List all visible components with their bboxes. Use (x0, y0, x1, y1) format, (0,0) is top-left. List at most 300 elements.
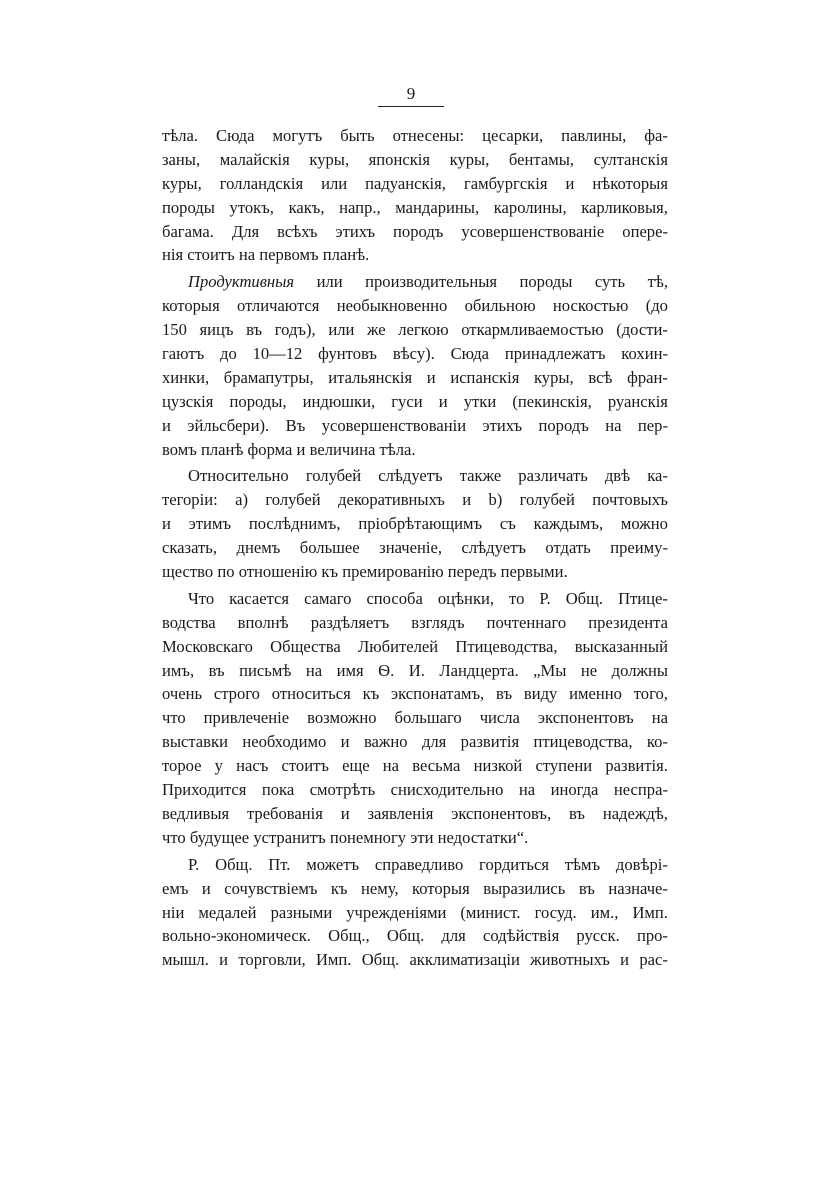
word: Что (188, 588, 215, 608)
word: назначе- (608, 878, 668, 898)
word: опере- (622, 221, 668, 241)
word: кохин- (621, 344, 668, 364)
word: не (580, 660, 598, 680)
word: привлеченіе (203, 708, 290, 728)
word: пока (261, 780, 295, 800)
word: стоитъ (281, 756, 329, 776)
word: передъ (447, 562, 497, 582)
text-line (162, 464, 668, 488)
word: павлины, (561, 126, 627, 145)
word: различать (518, 466, 588, 486)
text-line (162, 148, 668, 172)
word: голубей (305, 466, 362, 486)
word: куры, (533, 367, 574, 387)
text-line (162, 124, 668, 148)
word: и (162, 415, 171, 435)
word: багама. (162, 221, 214, 241)
word: мышл. (162, 950, 209, 970)
word: Относительно (188, 466, 289, 486)
word: къ (330, 878, 348, 898)
word: Общ. (215, 854, 253, 874)
text-line (162, 730, 668, 754)
word: тѣла. (379, 439, 416, 459)
text-line (162, 587, 668, 611)
word: относиться (271, 684, 351, 704)
text-line (162, 366, 668, 390)
word: развитія (460, 732, 520, 752)
paragraph (162, 270, 668, 461)
word: касается (229, 588, 290, 608)
text-line (162, 512, 668, 536)
word: Общ., (328, 926, 370, 946)
text-line (162, 754, 668, 778)
word: яицъ (199, 320, 234, 340)
word: у (214, 756, 223, 776)
word: Въ (285, 415, 306, 435)
word: отношенію (238, 562, 318, 582)
text-line (162, 706, 668, 730)
word: надеждѣ, (602, 803, 668, 823)
word: японскія (368, 149, 431, 169)
word: которыя (162, 296, 220, 316)
word: эти (410, 827, 434, 847)
word: сказать, (162, 538, 217, 558)
word: фран- (627, 367, 668, 387)
word: и (462, 490, 472, 510)
word: на (518, 780, 536, 800)
word: (минист. (460, 902, 521, 922)
word: экспонентовъ (537, 708, 634, 728)
word: Любителей (358, 636, 439, 656)
word: Московскаго (162, 636, 253, 656)
word: какъ, (288, 197, 325, 217)
word: въ (496, 684, 513, 704)
word: индюшки, (302, 391, 376, 411)
text-line (162, 536, 668, 560)
text-line (162, 438, 668, 462)
word: можетъ (306, 854, 360, 874)
word: Птице- (618, 588, 668, 608)
text-line (162, 172, 668, 196)
word: оцѣнки, (437, 588, 495, 608)
word: можно (620, 514, 668, 534)
word: на (382, 756, 400, 776)
text-line (162, 901, 668, 925)
text-line (162, 778, 668, 802)
word: годъ), (274, 320, 316, 340)
word: еще (342, 756, 370, 776)
word: президента (588, 612, 668, 632)
text-line (162, 659, 668, 683)
word: раздѣляетъ (310, 612, 390, 632)
word: что (162, 827, 186, 847)
word: породъ (393, 221, 444, 241)
word: (пекинскія, (512, 391, 592, 411)
word: карликовыя, (581, 197, 668, 217)
text-line (162, 294, 668, 318)
word: нія (162, 245, 184, 265)
word: заявленія (367, 803, 434, 823)
word: породы, (229, 391, 287, 411)
word: куры, (309, 149, 350, 169)
word: высказанный (574, 636, 668, 656)
word: или (321, 173, 348, 193)
word: требованія (246, 803, 323, 823)
word: значеніе, (379, 538, 443, 558)
word: заны, (162, 149, 201, 169)
word: для (421, 732, 447, 752)
word: про- (636, 926, 668, 946)
word: большее (299, 538, 360, 558)
word: съ (499, 514, 516, 534)
word: утки (463, 391, 497, 411)
word: Имп. (315, 950, 352, 970)
word: которыя (412, 878, 470, 898)
word: довѣрі- (615, 854, 668, 874)
word: вольно-экономическ. (162, 926, 311, 946)
word: именно (569, 684, 622, 704)
word: необыкновенно (336, 296, 448, 316)
page-number-rule (378, 106, 444, 107)
word: всѣхъ (277, 221, 318, 241)
word: вѣсу). (392, 344, 435, 364)
text-line (162, 877, 668, 901)
word: Р. (188, 854, 200, 874)
word: то (509, 588, 525, 608)
word: развитія. (605, 756, 668, 776)
word: Приходится (162, 780, 247, 800)
word: смотрѣть (309, 780, 376, 800)
word: гордиться (479, 854, 549, 874)
word: пріобрѣтающимъ (358, 514, 483, 534)
text-line (162, 220, 668, 244)
word: брамапутры, (223, 367, 314, 387)
word: выставки (162, 732, 228, 752)
word: также (459, 466, 502, 486)
word: отличаются (237, 296, 320, 316)
word: куры, (162, 173, 202, 193)
text-line (162, 802, 668, 826)
word: этихъ (335, 221, 376, 241)
word: виду (523, 684, 558, 704)
word: И. (408, 660, 425, 680)
text-line (162, 560, 668, 584)
paragraph (162, 853, 668, 972)
word: послѣднимъ, (248, 514, 341, 534)
word: тѣла. (162, 126, 199, 145)
word: письмѣ (239, 660, 292, 680)
word: „Мы (533, 660, 567, 680)
word: Общ. (386, 926, 425, 946)
word: голландскія (219, 173, 304, 193)
word: планѣ (200, 439, 244, 459)
word: будущее (189, 827, 250, 847)
word: низкой (473, 756, 523, 776)
word: величина (309, 439, 376, 459)
word: первомъ (259, 245, 319, 265)
word: сочувствіемъ (224, 878, 318, 898)
text-line (162, 488, 668, 512)
word: разными (270, 902, 333, 922)
word: нѣкоторыя (592, 173, 668, 193)
word: слѣдуетъ (461, 538, 526, 558)
text-line (162, 924, 668, 948)
word: въ (578, 878, 595, 898)
word: 150 (162, 320, 187, 340)
word: и (620, 950, 630, 970)
word: производительныя (365, 272, 497, 292)
word: очень (162, 684, 203, 704)
word: строго (213, 684, 260, 704)
text-line (162, 635, 668, 659)
word: на (605, 415, 622, 435)
word: или (316, 272, 343, 292)
word: и (296, 439, 306, 459)
word: цузскія (162, 391, 214, 411)
word: малайскія (219, 149, 290, 169)
word: и (162, 514, 171, 534)
word: (до (645, 296, 668, 316)
word: къ (362, 684, 380, 704)
word: на (238, 245, 256, 265)
word: снисходительно (390, 780, 504, 800)
word: суть (594, 272, 626, 292)
word: обильною (464, 296, 536, 316)
word: первыми. (500, 562, 568, 582)
word: ка- (647, 466, 668, 486)
word: имя (336, 660, 364, 680)
word: Ѳ. (378, 660, 395, 680)
word: птицеводства, (533, 732, 633, 752)
text-line (162, 243, 668, 267)
word: носкостью (552, 296, 629, 316)
word: Общ. (565, 588, 604, 608)
word: форма (247, 439, 293, 459)
word: и (201, 878, 211, 898)
word: планѣ. (322, 245, 370, 265)
word: тѣ, (647, 272, 668, 292)
word: голубей (265, 490, 321, 510)
text-body (162, 124, 668, 972)
word: Сюда (216, 126, 255, 145)
word: испанскія (450, 367, 520, 387)
word: отдать (545, 538, 591, 558)
word: породы (519, 272, 573, 292)
word: экспонатамъ, (391, 684, 485, 704)
word: ніи (162, 902, 185, 922)
word: Имп. (632, 902, 668, 922)
word: 10—12 (252, 344, 303, 364)
text-line (162, 611, 668, 635)
word: а) (235, 490, 248, 510)
word: откармливаемостью (461, 320, 604, 340)
page-number: 9 (406, 84, 416, 103)
word: самаго (304, 588, 352, 608)
text-line (162, 853, 668, 877)
word: мандарины, (395, 197, 480, 217)
word: того, (633, 684, 668, 704)
word: необходимо (242, 732, 327, 752)
word: иногда (550, 780, 599, 800)
word: Общ. (361, 950, 400, 970)
word: емъ (162, 878, 189, 898)
word: большаго (394, 708, 462, 728)
word: вполнѣ (237, 612, 289, 632)
word: или (328, 320, 355, 340)
word: принадлежатъ (504, 344, 606, 364)
word: тегоріи: (162, 490, 218, 510)
paragraph (162, 124, 668, 267)
word: бентамы, (508, 149, 575, 169)
word: Для (231, 221, 260, 241)
word: фа- (644, 126, 668, 145)
word: двѣ (604, 466, 631, 486)
word: усовершенствованіи (321, 415, 467, 435)
word: понемногу (329, 827, 407, 847)
word: ко- (646, 732, 668, 752)
word: справедливо (374, 854, 464, 874)
word: содѣйствія (482, 926, 560, 946)
word: каждымъ, (533, 514, 604, 534)
word: породъ (538, 415, 589, 435)
word: каролины, (493, 197, 567, 217)
word: голубей (519, 490, 575, 510)
word: напр., (339, 197, 381, 217)
word: пер- (637, 415, 668, 435)
word: водства (162, 612, 216, 632)
word: днемъ (236, 538, 281, 558)
word: породы (162, 197, 215, 217)
word: гамбургскія (463, 173, 548, 193)
word: (дости- (616, 320, 668, 340)
word: премированію (342, 562, 444, 582)
word: гуси (391, 391, 423, 411)
word: Ландцерта. (439, 660, 519, 680)
word: на (305, 660, 323, 680)
word: цесарки, (482, 126, 544, 145)
text-line (162, 948, 668, 972)
word: и (219, 950, 229, 970)
word: весьма (412, 756, 461, 776)
word: вомъ (162, 439, 197, 459)
word: способа (366, 588, 423, 608)
word: на (651, 708, 668, 728)
word: и (438, 391, 448, 411)
word: и (426, 367, 436, 387)
word: тѣмъ (564, 854, 601, 874)
word: медалей (198, 902, 257, 922)
paragraph (162, 587, 668, 850)
text-line (162, 826, 668, 850)
paragraph (162, 464, 668, 583)
word: куры, (449, 149, 490, 169)
word: этимъ (188, 514, 232, 534)
word: торое (162, 756, 202, 776)
word: рас- (639, 950, 668, 970)
word: султанскія (593, 149, 668, 169)
word: и (340, 732, 350, 752)
word: неспра- (613, 780, 668, 800)
word: гаютъ (162, 344, 205, 364)
word: почтовыхъ (592, 490, 668, 510)
word: госуд. (534, 902, 577, 922)
word: легкою (398, 320, 449, 340)
word: что (162, 708, 186, 728)
word: щество (162, 562, 214, 582)
word: отнесены: (392, 126, 465, 145)
word: эйльсбери). (187, 415, 270, 435)
word: должны (611, 660, 668, 680)
word: до (220, 344, 237, 364)
word: хинки, (162, 367, 210, 387)
word: усовершенствованіе (461, 221, 605, 241)
word: итальянскія (328, 367, 413, 387)
text-line (162, 414, 668, 438)
word: фунтовъ (318, 344, 378, 364)
word: Пт. (268, 854, 291, 874)
word: руанскія (607, 391, 668, 411)
word: недостатки“. (437, 827, 529, 847)
text-line (162, 342, 668, 366)
word: акклиматизаціи (409, 950, 520, 970)
word: этихъ (482, 415, 523, 435)
word: выразились (483, 878, 566, 898)
word: Р. (539, 588, 551, 608)
word: быть (340, 126, 375, 145)
word: падуанскія, (365, 173, 446, 193)
word: могутъ (272, 126, 323, 145)
word: всѣ (588, 367, 613, 387)
word: Сюда (450, 344, 490, 364)
word: преиму- (610, 538, 668, 558)
word: числа (479, 708, 520, 728)
word: русск. (576, 926, 620, 946)
word: по (217, 562, 235, 582)
word: учрежденіями (346, 902, 447, 922)
word: ведливыя (162, 803, 230, 823)
word: почтеннаго (486, 612, 567, 632)
word: стоитъ (187, 245, 235, 265)
word: экспонентовъ, (451, 803, 552, 823)
word: торговли, (238, 950, 306, 970)
word: и (565, 173, 575, 193)
word: же (366, 320, 386, 340)
word: въ (246, 320, 263, 340)
word: для (441, 926, 466, 946)
word: къ (321, 562, 339, 582)
word: Птицеводства, (455, 636, 558, 656)
word: Продуктивныя (188, 272, 295, 292)
word: насъ (236, 756, 269, 776)
text-line (162, 318, 668, 342)
text-line (162, 270, 668, 294)
word: b) (488, 490, 503, 510)
word: важно (363, 732, 408, 752)
word: имъ, (162, 660, 195, 680)
word: декоративныхъ (338, 490, 445, 510)
word: слѣдуетъ (378, 466, 443, 486)
word: устранитъ (253, 827, 326, 847)
word: животныхъ (530, 950, 610, 970)
word: и (340, 803, 350, 823)
word: въ (568, 803, 585, 823)
word: ступени (535, 756, 593, 776)
word: возможно (307, 708, 377, 728)
word: нему, (361, 878, 399, 898)
word: въ (208, 660, 225, 680)
word: Общества (270, 636, 341, 656)
text-line (162, 196, 668, 220)
